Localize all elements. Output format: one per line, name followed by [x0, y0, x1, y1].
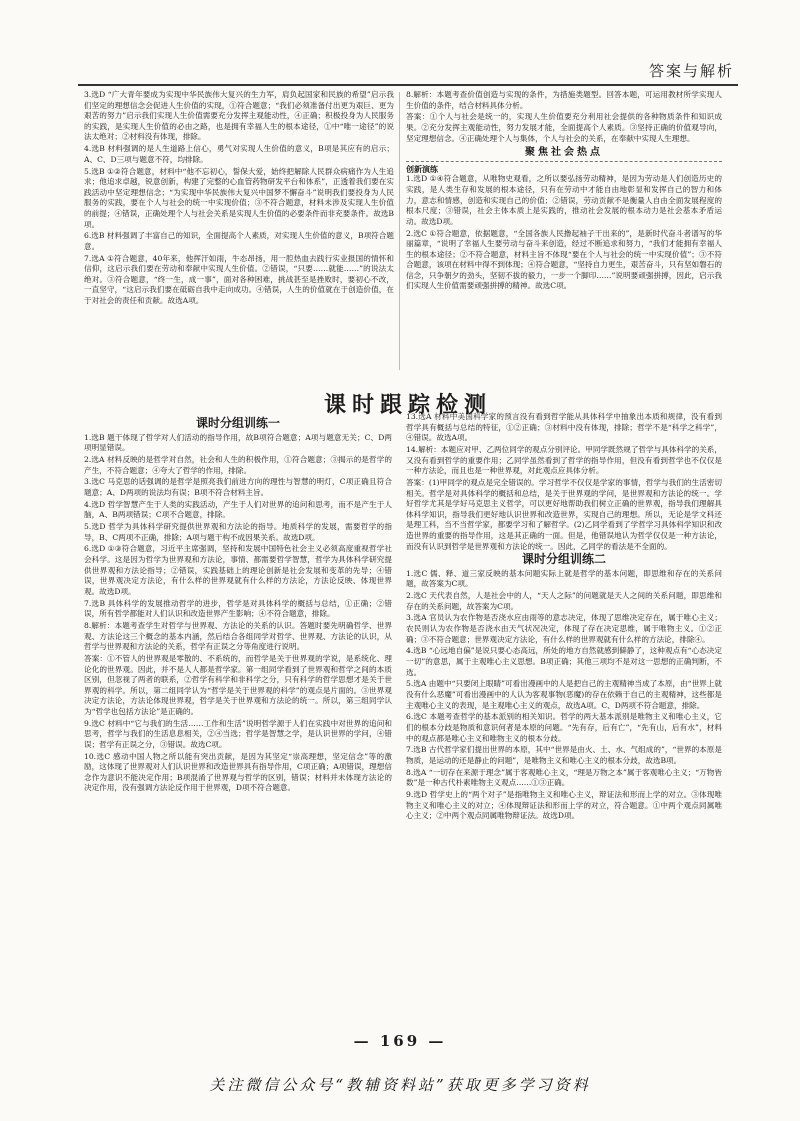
answer-item: 5.选A 由题中“只要闭上眼睛”可看出漫画中的人是把自己的主观精神当成了本原，由“世界上就没有什么恶魔”可看出漫画中的人认为客观事物(恶魔)的存在依赖于自己的主观精神，这些都是主观唯心主义的表现，是主观唯心主义的观点，故选A项。C、D两项不符合题意，排除。: [406, 679, 722, 710]
group2-heading: 课时分组训练二: [521, 552, 606, 567]
answer-item: 7.选B 古代哲学家们提出世界的本原，其中“世界是由火、土、水、气组成的”，“世界的本原是物质，是运动的还是静止的问题”，是唯物主义和唯心主义的根本分歧，故选B项。: [406, 745, 722, 765]
answer-item: 4.选D 哲学智慧产生于人类的实践活动，产生于人们对世界的追问和思考，而不是产生于人脑，A、B两项错误；C项不合题意，排除。: [84, 499, 392, 520]
answer-item: 1.选B 题干体现了哲学对人们活动的指导作用，故B项符合题意；A项与题意无关；C、D两项明显错误。: [84, 432, 392, 453]
innovation-label: 创新演练: [406, 161, 722, 175]
answer-item: 1.选C 儒、释、道三家反映的基本问题实际上就是哲学的基本问题，即思维和存在的关系问题，故答案为C项。: [406, 568, 722, 589]
answer-item: 13.选A 材料中美国科学家的预言没有看到哲学能从具体科学中抽象出本质和规律，没有看到哲学具有概括与总结的特征，①②正确；③材料中没有体现，排除；哲学不是“科学之科学”，④错误。故选A项。: [406, 412, 722, 443]
answer-item: 答案：(1)甲同学的观点是完全错误的。学习哲学不仅仅是学家的事情，哲学与我们的生活密切相关。哲学是对具体科学的概括和总结，是关于世界观的学问，是世界观和方法论的统一。学好哲学尤其是学好马克思主义哲学，可以更好地帮助我们树立正确的世界观，指导我们理解具体科学知识，指导我们更好地认识世界和改造世界，实现自己的理想。所以，无论是学文科还是理工科，当不当哲学家，都要学习和了解哲学。(2)乙同学看到了学哲学习具体科学知识和改造世界的重要的指导作用，这是其正确的一面。但是，他错误地认为哲学仅仅是一种方法论，而没有认识到哲学是世界观和方法论的统一。因此，乙同学的看法是不全面的。: [406, 477, 722, 551]
answer-item: 6.选C 本题考查哲学的基本派别的相关知识。哲学的两大基本派别是唯物主义和唯心主义，它们的根本分歧是物质和意识何者是本原的问题。“先有存，后有亡”，“先有山，后有水”，材料中的观点都是唯心主义和唯物主义的根本分歧。: [406, 712, 722, 743]
answer-item: 6.选B 材料强调了丰富自己的知识，全面提高个人素质，对实现人生价值的意义，B项符合题意。: [84, 231, 394, 251]
page-number: — 169 —: [353, 1032, 447, 1050]
answer-column-bottom-left: [84, 416, 392, 795]
answer-item: 6.选D ①③符合题意，习近平主席强调，坚持和发展中国特色社会主义必须高度重视哲学社会科学。这是因为哲学为世界观和方法论，事情、都需要哲学智慧，哲学为具体科学研究提供世界观和方法论指导；②错误，实践基础上的理论创新是社会发展和变革的先导；④错误，世界观决定方法论，有什么样的世界观就有什么样的方法论，方法论反映、体现世界观。故选D项。: [84, 544, 392, 596]
answer-item: 5.选B ①②符合题意，材料中“他不忘初心，誓保大爱，始终把解除人民群众病痛作为人生追求；他追求卓越，锐意创新，构建了完整的心血管药物研发平台和体系”，正透着我们要在实践活动中坚定理想信念；“为实现中华民族伟大复兴中国梦不懈奋斗”说明我们要投身为人民服务的实践，要在个人与社会的统一中实现价值；③不符合题意，材料未涉及实现人生价值的前提；④错误，正确处理个人与社会关系是实现人生价值的必要条件而非充要条件。故选B项。: [84, 166, 394, 229]
answer-item: 7.选B 具体科学的发展推动哲学的进步，哲学是对具体科学的概括与总结，①正确；②错误，所有哲学都能对人们认识和改造世界产生影响；④不符合题意，排除。: [84, 598, 392, 619]
focus-heading: 聚焦社会热点: [525, 147, 603, 159]
answer-item: 4.选B “心远地自偏”是说只要心态高远，所处的地方自然就感到僻静了，这种观点有“心态决定一切”的意思，属于主观唯心主义思想。B项正确；其他三项均不是对这一思想的正确判断，不选。: [406, 646, 722, 677]
answer-item: 2.选A 材料反映的是哲学对自然，社会和人生的积极作用，①符合题意；③揭示的是哲学的产生，不符合题意；④夸大了哲学的作用，排除。: [84, 454, 392, 475]
answer-item: 3.选A 官员认为农作物是否浇水应由雨等的意志决定，体现了思维决定存在，属于唯心主义；农民则认为农作物是否浇水由天气状况决定，体现了存在决定思维，属于唯物主义。①②正确；③不符合题意；世界观决定方法论，有什么样的世界观就有什么样的方法论，排除④。: [406, 613, 722, 644]
answer-column-top-left: [84, 90, 394, 308]
column-divider: [399, 92, 400, 370]
answer-item: 14.解析：本题应对甲、乙两位同学的观点分别评论。甲同学既然规了哲学与具体科学的关系，又没有看到哲学的重要作用；乙同学虽然看到了哲学的指导作用，但没有看到哲学也不仅仅是一种方法论，而且也是一种世界观，对此观点应具体分析。: [406, 444, 722, 476]
page-header: [78, 52, 738, 86]
answer-item: 答案：①个人与社会是统一的，实现人生价值要充分利用社会提供的各种物质条件和知识成果。②充分发挥主观能动性，努力发展才能，全面提高个人素质。③坚持正确的价值观导向，坚定理想信念。④正确处理个人与集体，个人与社会的关系，在奉献中实现人生理想。: [406, 112, 722, 143]
answer-column-bottom-right: [406, 412, 722, 823]
answer-item: 4.选B 材料强调的是人生道路上信心，勇气对实现人生价值的意义，B项是其应有的启示；A、C、D三项与题意不符，均排除。: [84, 144, 394, 164]
answer-item: 3.选C 马克思的话强调的是哲学是照亮我们前进方向的理性与智慧的明灯，C项正确且符合题意；A、D两项的说法均有误；B项不符合材料主旨。: [84, 477, 392, 497]
answer-item: 10.选C 感动中国人物之所以能有突出贡献，是因为其坚定“崇高理想，坚定信念”等的激励，这体现了世界观对人们认识世界和改造世界具有指导作用，C项正确；A项错误，理想信念作为意识不能决定作用；B项混淆了世界观与哲学的区别，错误；材料并未体现方法论的决定作用，没有强调方法论反作用于世界观，D项不符合题意。: [84, 751, 392, 793]
answer-item: 答案：①不管人的世界观是零散的、不系统的，而哲学是关于世界观的学说，是系统化、理论化的世界观。因此，并不是人人都是哲学家。第一组同学看到了世界观和哲学之间的本质区别，但忽视了两者的联系，②哲学有科学和非科学之分，只有科学的哲学思想才是关于世界观的科学。所以，第二组同学认为“哲学是关于世界观的科学”的观点是片面的。③世界观决定方法论，方法论体现世界观，哲学是关于世界观和方法论的统一。所以，第三组同学认为“哲学也包括方法论”是正确的。: [84, 653, 392, 716]
answer-item: 9.选C 材料中“它与我们的生活……工作和生活”说明哲学源于人们在实践中对世界的追问和思考，哲学与我们的生活息息相关，②④当选；哲学是智慧之学，是认识世界的学问，④错误；哲学有正误之分，③错误。故选C项。: [84, 718, 392, 749]
answer-item: 2.选C ①符合题意，依据题意，“全国各族人民撸起袖子干出来的”，是新时代奋斗者谱写的华丽篇章，“说明了幸福人生要劳动与奋斗来创造，经过不断追求和努力，“我们才能拥有幸福人生的根本途径；②不符合题意，材料主旨不体现“要在个人与社会的统一中实现价值”；③不符合题意，该项在材料中得不到体现；④符合题意，“坚持自力更生，艰苦奋斗，只有坚如磐石的信念，只争朝夕的劲头，坚韧不拔的毅力，一步一个脚印……”说明要顽强拼搏，因此，启示我们实现人生价值需要顽强拼搏的精神。故选C项。: [406, 228, 722, 291]
header-title: 答案与解析: [648, 62, 734, 80]
answer-item: 7.选A ①符合题意，40年来，他挥汗如雨，牛态昂扬，用一腔热血去践行实业报国的情怀和信仰，这启示我们要在劳动和奉献中实现人生价值。②错误，“只要……就能……”的说法太绝对。③符合题意，“终一生，成一事”，面对各种困难，挑战甚至是挫败时，要初心不改，一直坚守，“这启示我们要在砥砺自我中走向成功。④错误，人生的价值就在于创造价值，在于对社会的责任和贡献。故选A项。: [84, 253, 394, 306]
answer-item: 1.选D ①④符合题意，从唯物史观看，之所以要弘扬劳动精神，是因为劳动是人们创造历史的实践，是人类生存和发展的根本途径，只有在劳动中才能自由地彰显和发挥自己的智力和体力，意志和情感，创造和实现自己的价值；②错误，劳动贡献不是衡量人自由全面发展程度的根本尺度；③错误，社会主体本质上是实践的，推动社会发展的根本动力是社会基本矛盾运动。故选D项。: [406, 174, 722, 226]
section-title: 课时跟踪检测: [323, 392, 492, 418]
group1-heading: 课时分组训练一: [195, 416, 280, 430]
answer-item: 8.选A “一切存在来源于理念”属于客观唯心主义，“理是万物之本”属于客观唯心主义；“万物皆数”是一种古代朴素唯物主义观点……①③正确。: [406, 767, 722, 788]
answer-item: 3.选D “广大青年要成为实现中华民族伟大复兴的生力军，肩负起国家和民族的希望”启示我们坚定的理想信念会促进人生价值的实现，①符合题意；“我们必须准备付出更为艰巨、更为艰苦的努力”启示我们实现人生价值需要充分发挥主观能动性，④正确；积极投身为人民服务的实践，是实现人生价值的必由之路，也是拥有幸福人生的根本途径，①中“唯一途径”的说法太绝对；②材料没有体现，排除。: [84, 90, 394, 142]
answer-item: 9.选D 哲学史上的“两个对子”是指唯物主义和唯心主义，辩证法和形而上学的对立。③体现唯物主义和唯心主义的对立；④体现辩证法和形而上学的对立，符合题意。①中两个观点同属唯心主义；②中两个观点同属唯物辩证法。故选D项。: [406, 790, 722, 821]
answer-column-top-right: [406, 90, 722, 293]
answer-item: 8.解析：本题考查学生对哲学与世界观、方法论的关系的认识。答题时要先明确哲学、世界观、方法论这三个概念的基本内涵，然后结合各组同学对哲学、世界观、方法论的认识，从哲学与世界观和方法论的关系，哲学有正误之分等角度进行说明。: [84, 621, 392, 652]
answer-item: 8.解析：本题考查价值创造与实现的条件，为措施类题型。回答本题，可运用教材所学实现人生价值的条件，结合材料具体分析。: [406, 90, 722, 110]
answer-item: 2.选C 天代表自然，人是社会中的人，“天人之际”的问题就是天人之间的关系问题，即思维和存在的关系问题，故答案为C项。: [406, 591, 722, 611]
footer-note: 关注微信公众号“教辅资料站”获取更多学习资料: [209, 1076, 591, 1094]
answer-item: 5.选D 哲学为具体科学研究提供世界观和方法论的指导。地质科学的发展，需要哲学的指导，B、C两项不正确，排除；A项与题干构不成因果关系。故选D项。: [84, 522, 392, 542]
